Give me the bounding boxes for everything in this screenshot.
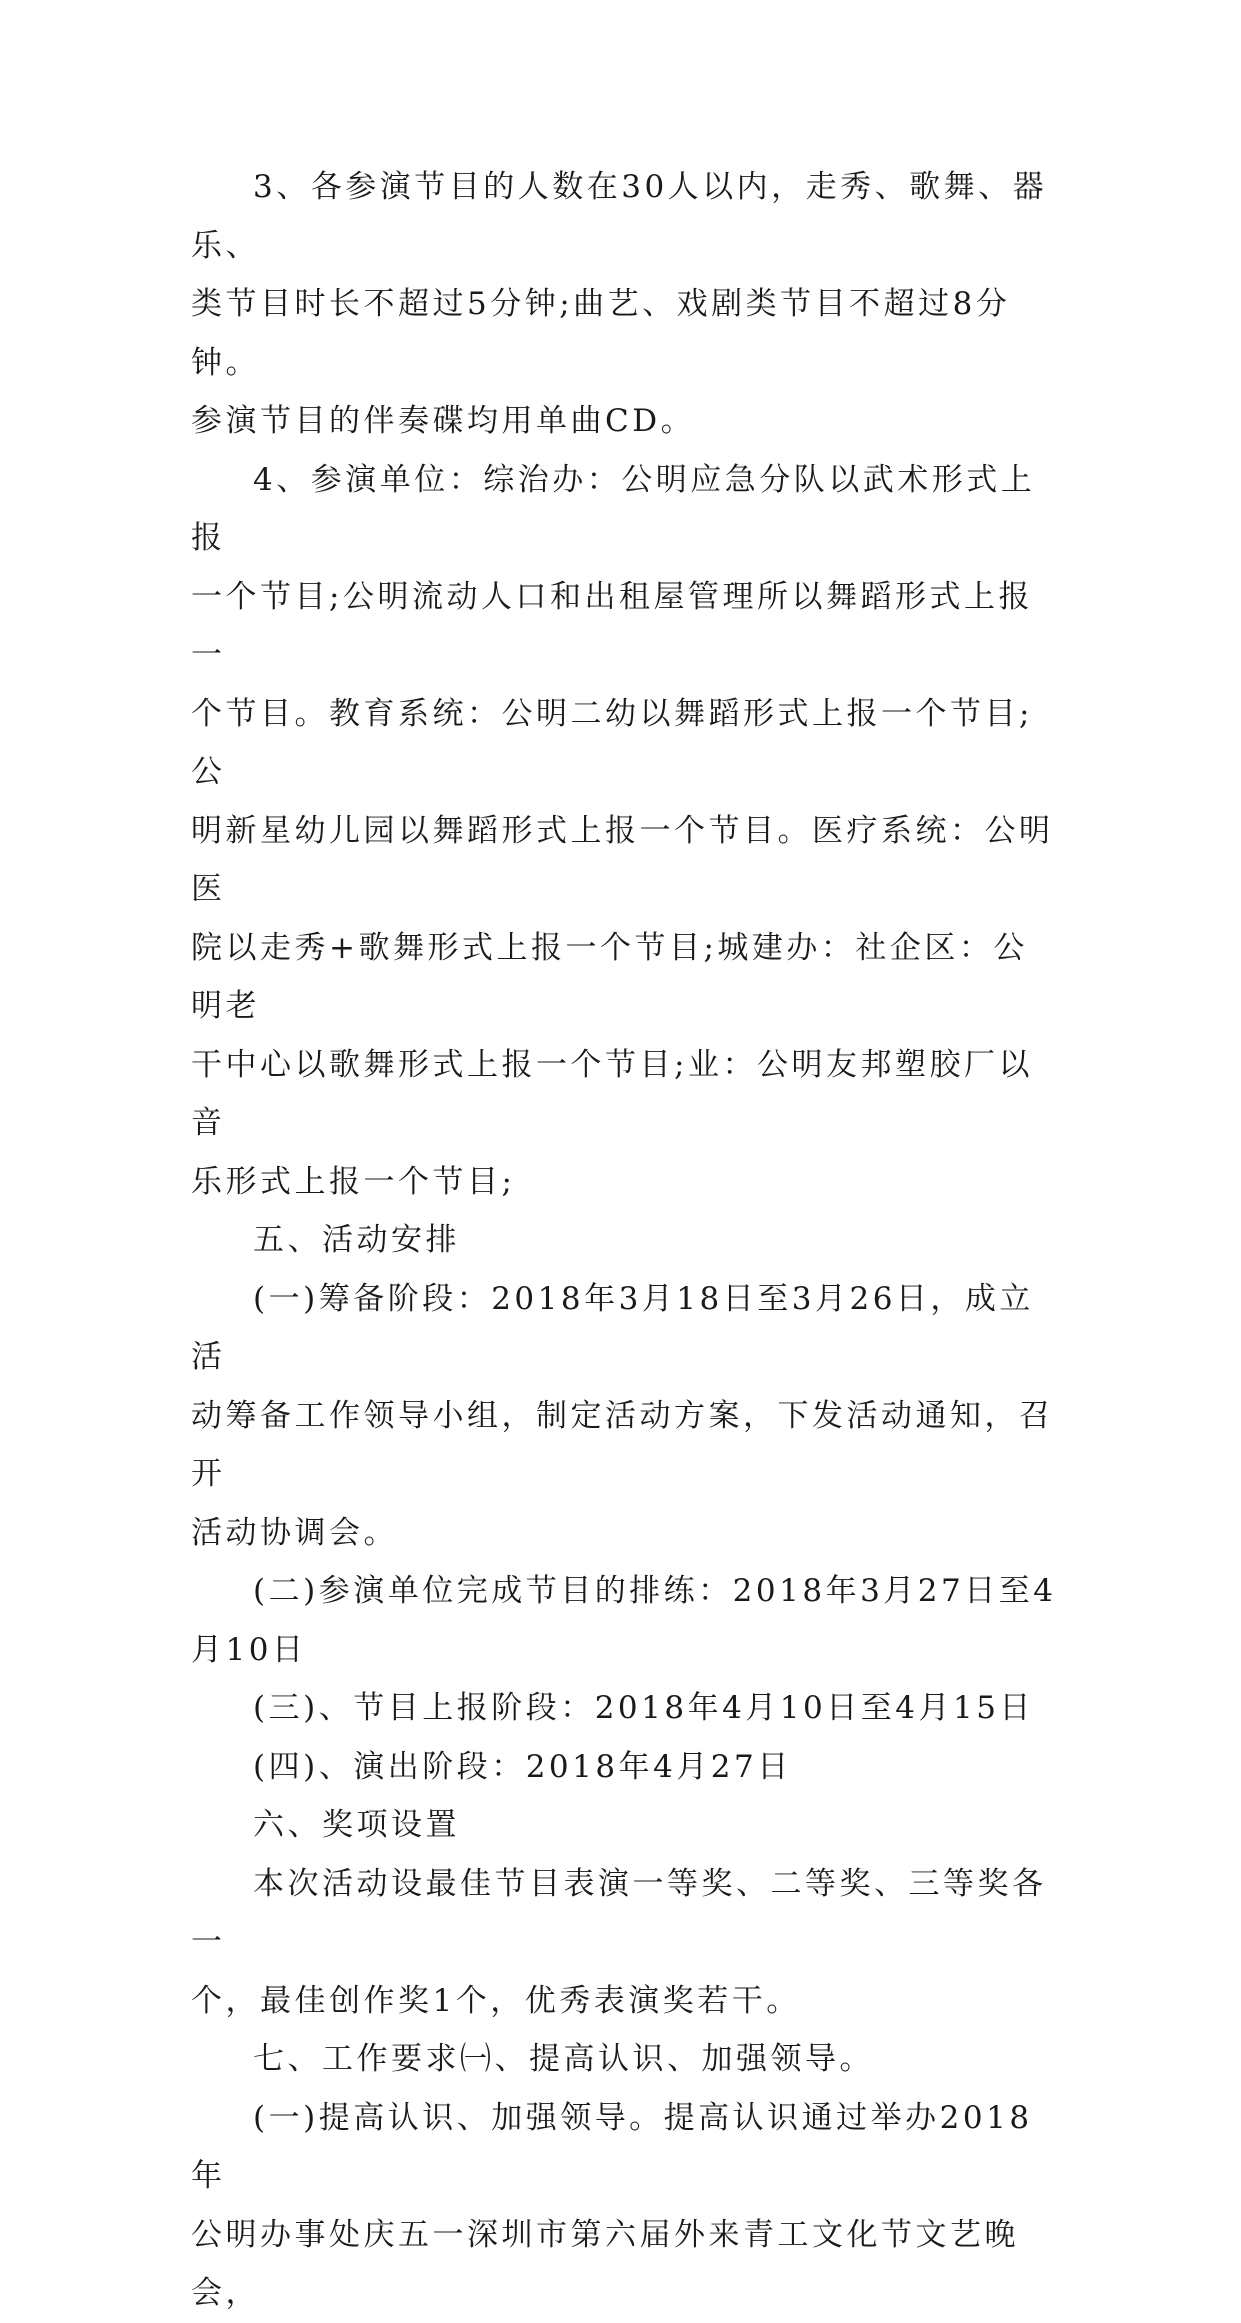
paragraph-performance-stage: (四)、演出阶段：2018年4月27日: [253, 1748, 792, 1785]
heading-activity-schedule: 五、活动安排: [253, 1222, 460, 1258]
heading-work-requirements: 七、工作要求㈠、提高认识、加强领导。: [253, 2041, 874, 2077]
paragraph-participating-units: 4、参演单位：综治办：公明应急分队以武术形式上报 一个节目;公明流动人口和出租屋管理所以舞蹈形式上报一 个节目。教育系统：公明二幼以舞蹈形式上报一个节目;公 明新星幼儿园以舞蹈形式上报一个节目。医疗系统：公明医 院以走秀+歌舞形式上报一个节目;城建办：社企区：公明老 干中心以歌舞形式上报一个节目;业：公明友邦塑胶厂以音 乐形式上报一个节目;: [191, 461, 1054, 1200]
paragraph-raise-awareness: (一)提高认识、加强领导。提高认识通过举办2018年 公明办事处庆五一深圳市第六届外来青工文化节文艺晚会，: [191, 2099, 1033, 2311]
paragraph-program-rules: 3、各参演节目的人数在30人以内，走秀、歌舞、器乐、 类节目时长不超过5分钟;曲艺、戏剧类节目不超过8分钟。 参演节目的伴奏碟均用单曲CD。: [191, 169, 1048, 439]
document-body: [191, 158, 1061, 2323]
paragraph-preparation-stage: (一)筹备阶段：2018年3月18日至3月26日，成立活 动筹备工作领导小组，制定活动方案，下发活动通知，召开 活动协调会。: [191, 1280, 1054, 1551]
heading-award-settings: 六、奖项设置: [253, 1807, 460, 1843]
paragraph-submission-stage: (三)、节目上报阶段：2018年4月10日至4月15日: [253, 1690, 1034, 1726]
paragraph-awards: 本次活动设最佳节目表演一等奖、二等奖、三等奖各一 个，最佳创作奖1个，优秀表演奖若干。: [191, 1865, 1047, 2019]
paragraph-rehearsal-stage: (二)参演单位完成节目的排练：2018年3月27日至4 月10日: [191, 1573, 1057, 1668]
